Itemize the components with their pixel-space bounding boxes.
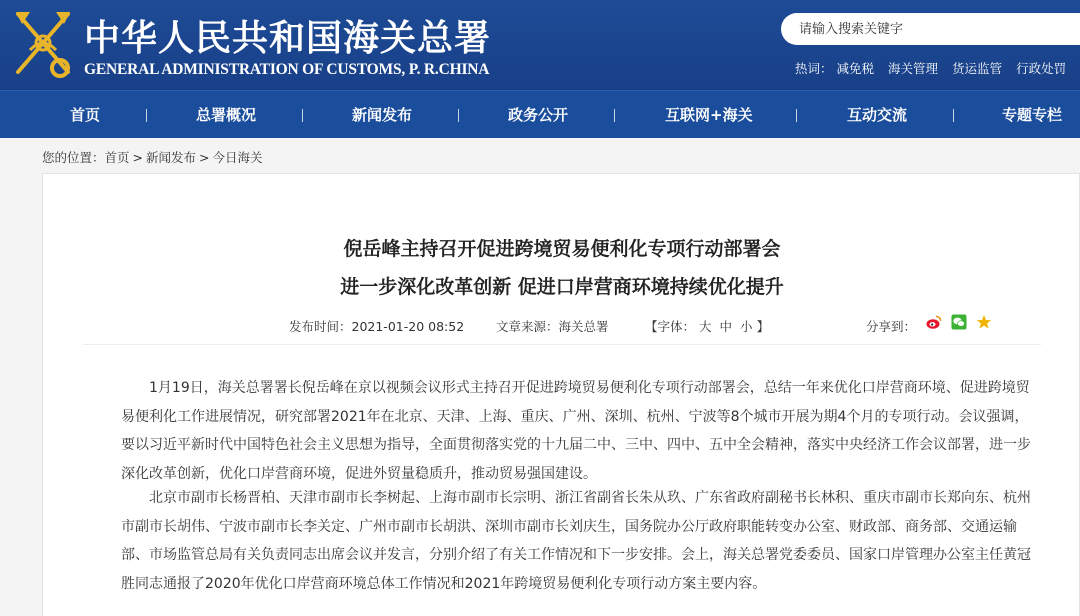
hot-words [795,59,1066,77]
article-title: 倪岳峰主持召开促进跨境贸易便利化专项行动部署会 [343,238,781,260]
nav-item-interaction[interactable]: 互动交流 [847,106,908,124]
article-panel [42,173,1080,616]
site-title: 中华人民共和国海关总署 [84,17,492,59]
article-paragraph: 北京市副市长杨晋柏、天津市副市长李树起、上海市副市长宗明、浙江省副省长朱从玖、广东省政府副秘书长林积、重庆市副市长郑向东、杭州市副市长胡伟、宁波市副市长李关定、广州市副市长胡洪、深圳市副市长刘庆生，国务院办公厅政府职能转变办公室、财政部、商务部、交通运输部、市场监管总局有关负责同志出席会议并发言，分别介绍了有关工作情况和下一步安排。会上，海关总署党委委员、国家口岸管理办公室主任黄冠胜同志通报了2020年优化口岸营商环境总体工作情况和2021年跨境贸易便利化专项行动方案主要内容。 [121,490,1031,592]
breadcrumb-news[interactable]: 新闻发布 [146,150,197,165]
nav-separator [302,109,303,122]
font-size-control [645,317,769,335]
customs-emblem-icon[interactable] [8,6,78,80]
favorite-star-icon[interactable] [976,314,992,330]
meta-divider [83,344,1041,345]
hot-word-link[interactable]: 行政处罚 [1016,61,1067,76]
nav-item-about[interactable]: 总署概况 [196,106,257,124]
font-size-large[interactable]: 大 [699,319,712,334]
hot-word-link[interactable]: 海关管理 [888,61,939,76]
nav-item-internet-customs[interactable]: 互联网+海关 [665,106,753,124]
breadcrumb-today-customs[interactable]: 今日海关 [212,150,263,165]
nav-item-gov-info[interactable]: 政务公开 [508,106,569,124]
nav-item-home[interactable]: 首页 [70,106,101,124]
article-paragraph: 1月19日，海关总署署长倪岳峰在京以视频会议形式主持召开促进跨境贸易便利化专项行动部署会，总结一年来优化口岸营商环境、促进跨境贸易便利化工作进展情况，研究部署2021年在北京、天津、上海、重庆、广州、深圳、杭州、宁波等8个城市开展为期4个月的专项行动。会议强调，要以习近平新时代中国特色社会主义思想为指导，全面贯彻落实党的十九届二中、三中、四中、五中全会精神，落实中央经济工作会议部署，进一步深化改革创新，优化口岸营商环境，促进外贸量稳质升，推动贸易强国建设。 [121,380,1031,482]
breadcrumb-separator: > [199,150,210,165]
search-box [781,13,1080,45]
site-header [0,0,1080,90]
site-subtitle: GENERAL ADMINISTRATION OF CUSTOMS, P. R.CHINA [84,61,490,78]
font-size-medium[interactable]: 中 [719,319,733,334]
main-nav [0,90,1080,138]
hot-word-link[interactable]: 减免税 [836,61,875,76]
nav-separator [796,109,797,122]
search-input[interactable] [799,13,1069,45]
nav-separator [953,109,954,122]
wechat-icon[interactable] [951,314,967,330]
font-size-small[interactable]: 小 [740,319,753,334]
nav-separator [458,109,459,122]
font-size-close: 】 [756,319,770,334]
breadcrumb [42,148,263,166]
share-label: 分享到： [866,319,917,334]
publish-time: 发布时间：2021-01-20 08:52 [289,319,465,334]
font-size-label: 【字体： [645,319,696,334]
article-subtitle: 进一步深化改革创新 促进口岸营商环境持续优化提升 [340,276,784,298]
breadcrumb-separator: > [132,150,144,165]
breadcrumb-prefix: 您的位置： [42,150,105,165]
weibo-icon[interactable] [926,314,942,330]
nav-separator [614,109,615,122]
hot-words-label: 热词： [795,61,833,76]
nav-item-news[interactable]: 新闻发布 [352,106,413,124]
article-source: 文章来源：海关总署 [496,319,609,334]
nav-item-topics[interactable]: 专题专栏 [1002,106,1063,124]
breadcrumb-home[interactable]: 首页 [104,150,130,165]
hot-word-link[interactable]: 货运监管 [952,61,1003,76]
nav-separator [146,109,147,122]
